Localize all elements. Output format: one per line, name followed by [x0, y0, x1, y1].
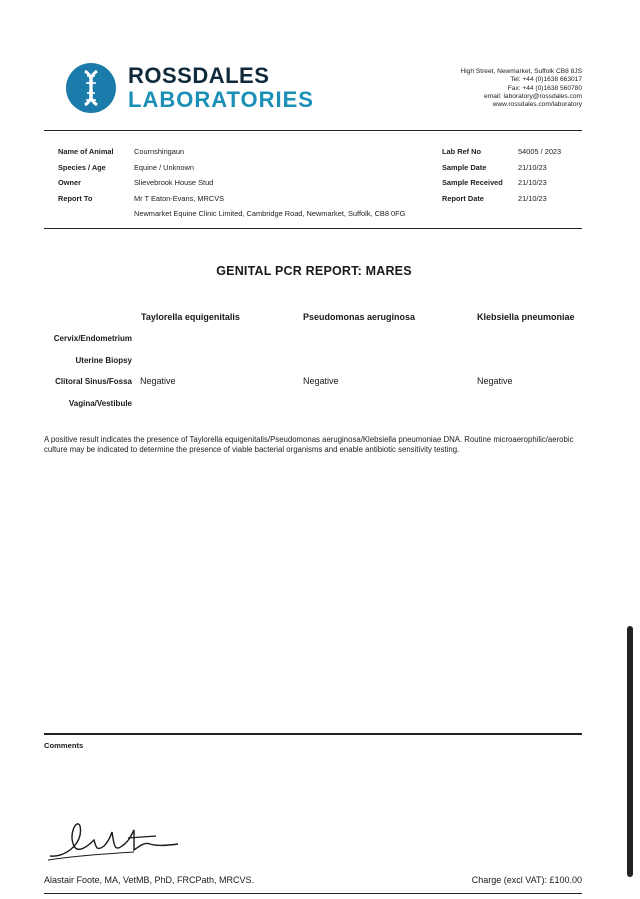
column-header-klebsiella: Klebsiella pneumoniae	[477, 312, 575, 322]
lab-ref-value: 54005 / 2023	[518, 147, 562, 156]
footer-divider	[44, 893, 582, 894]
report-date-value: 21/10/23	[518, 194, 547, 203]
row-label-clitoral-sinus: Clitoral Sinus/Fossa	[55, 377, 132, 386]
address-email: email: laboratory@rossdales.com	[484, 92, 582, 100]
owner-label: Owner	[58, 178, 81, 187]
species-label: Species / Age	[58, 163, 106, 172]
address-tel: Tel: +44 (0)1638 663017	[510, 76, 582, 84]
owner-value: Slievebrook House Stud	[134, 178, 214, 187]
report-date-label: Report Date	[442, 194, 484, 203]
row-label-vagina: Vagina/Vestibule	[68, 399, 132, 408]
brand-name-line2: LABORATORIES	[128, 87, 314, 112]
address-website: www.rossdales.com/laboratory	[492, 101, 582, 109]
column-header-taylorella: Taylorella equigenitalis	[141, 312, 240, 322]
clinic-address: Newmarket Equine Clinic Limited, Cambridge Road, Newmarket, Suffolk, CB8 0FG	[134, 209, 406, 218]
lab-ref-label: Lab Ref No	[442, 147, 482, 156]
info-divider	[44, 228, 582, 229]
result-pseudomonas: Negative	[303, 376, 339, 386]
report-to-value: Mr T Eaton-Evans, MRCVS	[134, 194, 225, 203]
sample-received-value: 21/10/23	[518, 178, 547, 187]
dna-helix-icon	[66, 63, 116, 113]
address-fax: Fax: +44 (0)1638 560780	[507, 84, 582, 92]
result-klebsiella: Negative	[477, 376, 513, 386]
interpretation-note: A positive result indicates the presence of Taylorella equigenitalis/Pseudomonas aeruginosa/Klebsiella pneumoniae DNA. Routine microaerophilic/aerobic culture may be indicated to determine the presence of viable bacterial organisms and enable antibiotic sensitivity testing.	[44, 435, 574, 455]
species-value: Equine / Unknown	[134, 163, 194, 172]
lab-address	[460, 68, 582, 109]
signer-name: Alastair Foote, MA, VetMB, PhD, FRCPath, MRCVS.	[44, 875, 255, 885]
result-taylorella: Negative	[140, 376, 176, 386]
report-title: GENITAL PCR REPORT: MARES	[216, 264, 412, 278]
sample-date-label: Sample Date	[442, 163, 487, 172]
row-label-cervix: Cervix/Endometrium	[53, 334, 132, 343]
brand-name-line1: ROSSDALES	[128, 63, 270, 88]
header-divider	[44, 130, 582, 131]
signature-image	[44, 816, 184, 866]
name-value: Cournshingaun	[134, 147, 185, 156]
comments-divider	[44, 733, 582, 735]
vertical-scrollbar[interactable]	[627, 626, 633, 877]
name-label: Name of Animal	[58, 147, 114, 156]
row-label-uterine-biopsy: Uterine Biopsy	[75, 356, 132, 365]
address-street: High Street, Newmarket, Suffolk CB8 8JS	[460, 68, 582, 75]
report-to-label: Report To	[58, 194, 93, 203]
sample-received-label: Sample Received	[442, 178, 503, 187]
logo-emblem	[66, 63, 116, 113]
sample-date-value: 21/10/23	[518, 163, 547, 172]
column-header-pseudomonas: Pseudomonas aeruginosa	[303, 312, 416, 322]
charge-amount: Charge (excl VAT): £100.00	[471, 875, 582, 885]
comments-label: Comments	[44, 741, 84, 750]
